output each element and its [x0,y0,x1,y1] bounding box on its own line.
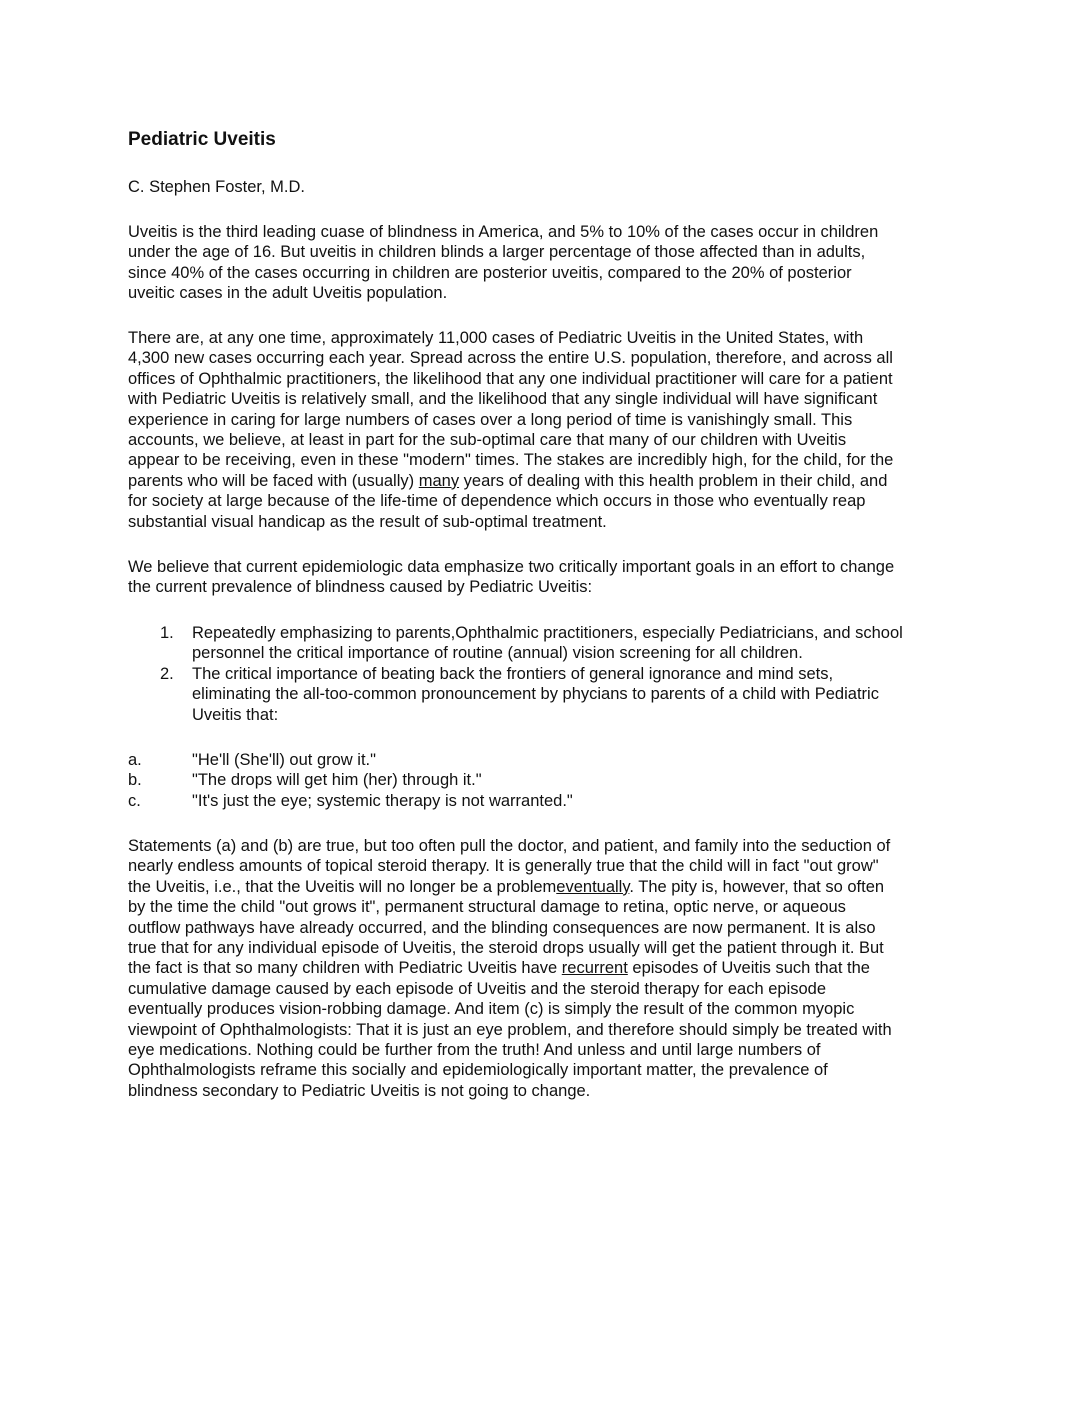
text-line: We believe that current epidemiologic data emphasize two critically important goals in an effort to change [128,558,895,576]
underlined-emphasis: recurrent [561,959,628,978]
document-author: C. Stephen Foster, M.D. [128,178,305,196]
text-line: Uveitis is the third leading cuase of blindness in America, and 5% to 10% of the cases occur in children [128,223,879,241]
paragraph-goals [128,557,968,598]
text-line: the current prevalence of blindness caused by Pediatric Uveitis: [128,578,593,597]
underlined-emphasis: eventually [556,877,630,896]
text-line: "He'll (She'll) out grow it." [192,751,376,769]
text-segment: . The pity is, however, that so often [629,877,885,896]
text-line: for society at large because of the life-time of dependence which occurs in those who eventually reap [128,492,866,511]
numbered-list [128,623,968,725]
text-segment: the Uveitis, i.e., that the Uveitis will no longer be a problem [128,877,557,896]
text-line: uveitic cases in the adult Uveitis population. [128,284,448,303]
text-line: The critical importance of beating back the frontiers of general ignorance and mind sets, [192,664,834,683]
text-line: viewpoint of Ophthalmologists: That it is just an eye problem, and therefore should simply be treated with [128,1020,892,1039]
text-line [128,471,968,491]
text-line: Uveitis that: [192,705,279,724]
text-line: with Pediatric Uveitis is relatively small, and the likelihood that any single individual will have significant [128,390,878,409]
text-line: eventually produces vision-robbing damage. And item (c) is simply the result of the common myopic [128,1000,855,1019]
text-line: offices of Ophthalmic practitioners, the likelihood that any one individual practitioner will care for a patient [128,369,893,388]
text-line: eliminating the all-too-common pronouncement by phycians to parents of a child with Pediatric [192,685,879,704]
list-marker: c. [128,791,141,810]
list-marker: b. [128,771,142,790]
paragraph-prevalence [128,328,968,532]
text-line: cumulative damage caused by each episode of Uveitis and the steroid therapy for each episode [128,979,827,998]
text-segment: episodes of Uveitis such that the [627,959,870,978]
text-line: personnel the critical importance of routine (annual) vision screening for all children. [192,644,803,663]
lettered-list [128,750,968,811]
text-line: Ophthalmologists reframe this socially and epidemiologically important matter, the prevalence of [128,1061,828,1080]
text-line: Statements (a) and (b) are true, but too often pull the doctor, and patient, and family into the seduction of [128,837,891,855]
text-line: "It's just the eye; systemic therapy is not warranted." [192,791,573,810]
text-segment: the fact is that so many children with Pediatric Uveitis have [128,959,562,978]
text-line: outflow pathways have already occurred, and the blinding consequences are now permanent. It is also [128,918,876,937]
text-line: There are, at any one time, approximately 11,000 cases of Pediatric Uveitis in the United States, with [128,329,864,347]
list-marker: 2. [160,664,174,683]
text-line: nearly endless amounts of topical steroid therapy. It is generally true that the child will in fact "out grow" [128,857,879,876]
list-item [128,750,968,770]
underlined-emphasis: many [418,471,460,490]
text-line: substantial visual handicap as the result of sub-optimal treatment. [128,512,607,531]
text-line: experience in caring for large numbers of cases over a long period of time is vanishingly small. This [128,410,853,429]
text-line: 4,300 new cases occurring each year. Spread across the entire U.S. population, therefore, and across all [128,349,893,368]
list-item [128,791,968,811]
text-line: appear to be receiving, even in these "modern" times. The stakes are incredibly high, for the child, for the [128,451,894,470]
text-line: accounts, we believe, at least in part for the sub-optimal care that many of our children with Uveitis [128,431,847,450]
text-line: "The drops will get him (her) through it." [192,771,482,790]
paragraph-intro [128,222,968,304]
text-line [128,958,968,978]
text-line [128,877,968,897]
text-line: Repeatedly emphasizing to parents,Ophthalmic practitioners, especially Pediatricians, and school [192,624,903,642]
text-line: eye medications. Nothing could be further from the truth! And unless and until large numbers of [128,1041,821,1060]
list-item [128,770,968,790]
text-segment: years of dealing with this health problem in their child, and [459,471,888,490]
text-line: under the age of 16. But uveitis in children blinds a larger percentage of those affected than in adults, [128,243,866,262]
document-title: Pediatric Uveitis [128,129,276,150]
list-marker: 1. [160,624,174,642]
text-line: since 40% of the cases occurring in children are posterior uveitis, compared to the 20% of posterior [128,263,852,282]
text-line: by the time the child "out grows it", permanent structural damage to retina, optic nerve, or aqueous [128,898,846,917]
text-segment: parents who will be faced with (usually) [128,471,419,490]
list-marker: a. [128,751,142,769]
text-line: true that for any individual episode of Uveitis, the steroid drops usually will get the patient through it. But [128,939,884,958]
paragraph-statements [128,836,968,1101]
list-item [128,664,968,725]
text-line: blindness secondary to Pediatric Uveitis is not going to change. [128,1081,591,1100]
list-item [128,623,968,664]
